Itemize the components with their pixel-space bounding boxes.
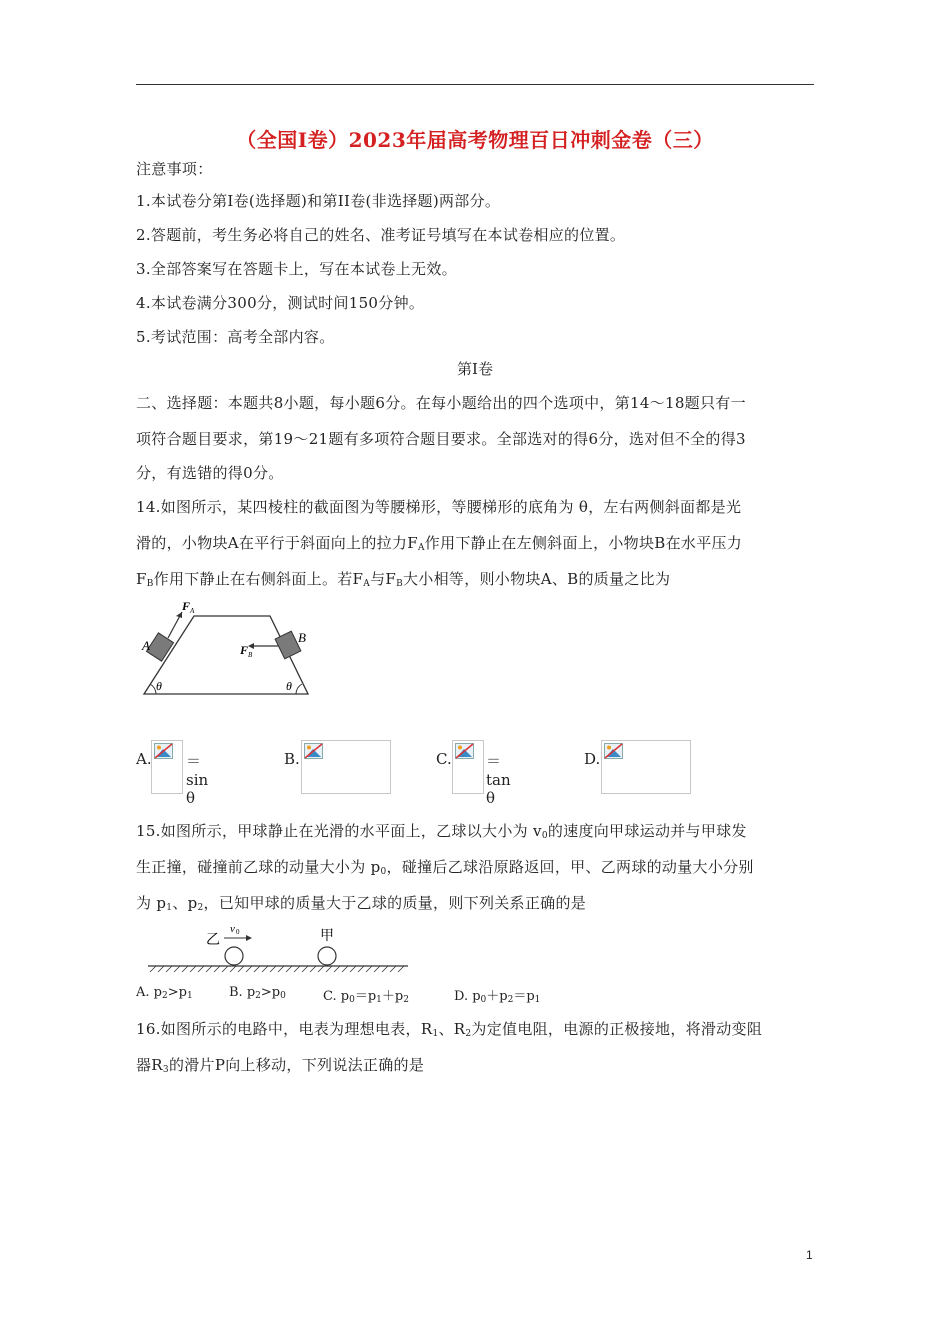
section-intro-3: 分，有选错的得0分。 [136, 464, 284, 482]
label-a: A [142, 638, 150, 653]
q14-line-2: 滑的，小物块A在平行于斜面向上的拉力$F_A$作用下静止在左侧斜面上，小物块B在水平压力 [136, 534, 743, 553]
formula-image-placeholder [601, 740, 691, 794]
formula-image-placeholder [301, 740, 391, 794]
ball-yi [225, 947, 243, 965]
q14-line-1: 14.如图所示，某四棱柱的截面图为等腰梯形，等腰梯形的底角为 θ，左右两侧斜面都是光 [136, 498, 742, 516]
label-fa-sub: A [190, 607, 195, 615]
ball-jia [318, 947, 336, 965]
option-label: C. [436, 750, 452, 768]
formula-image-placeholder [452, 740, 484, 794]
label-fa: F [182, 599, 191, 613]
q15-line-3: 为 $p_1$、$p_2$，已知甲球的质量大于乙球的质量，则下列关系正确的是 [136, 894, 587, 913]
label-b: B [298, 630, 306, 645]
notice-item-1: 1.本试卷分第Ⅰ卷(选择题)和第II卷(非选择题)两部分。 [136, 192, 501, 210]
label-v0: v [230, 923, 235, 935]
label-fb-sub: B [248, 651, 253, 659]
section-label: 第Ⅰ卷 [457, 360, 493, 378]
label-jia: 甲 [320, 928, 334, 944]
page-number: 1 [806, 1248, 813, 1262]
label-theta-left: θ [156, 679, 162, 693]
block-a [146, 633, 173, 661]
broken-image-icon [455, 743, 474, 759]
broken-image-icon [154, 743, 173, 759]
q15-option-b[interactable]: B. $p_2>p_0$ [229, 985, 286, 1001]
q15-option-c[interactable]: C. $p_0=p_1+p_2$ [323, 989, 409, 1005]
header-rule [136, 84, 814, 85]
notice-item-4: 4.本试卷满分300分，测试时间150分钟。 [136, 294, 425, 312]
velocity-arrowhead [246, 935, 252, 941]
q16-line-2: 器$R_3$的滑片P向上移动，下列说法正确的是 [136, 1056, 425, 1075]
force-b-arrowhead [248, 643, 254, 649]
broken-image-icon [304, 743, 323, 759]
label-theta-right: θ [286, 679, 292, 693]
notice-item-5: 5.考试范围：高考全部内容。 [136, 328, 335, 346]
option-label: B. [284, 750, 300, 768]
q15-line-2: 生正撞，碰撞前乙球的动量大小为 $p_0$，碰撞后乙球沿原路返回，甲、乙两球的动量大小分别 [136, 858, 754, 877]
q14-trapezoid-figure [136, 598, 316, 702]
section-intro-1: 二、选择题：本题共8小题，每小题6分。在每小题给出的四个选项中，第14～18题只有一 [136, 394, 746, 412]
q15-line-1: 15.如图所示，甲球静止在光滑的水平面上，乙球以大小为 $v_0$的速度向甲球运动并与甲球发 [136, 822, 747, 841]
q15-collision-figure [146, 920, 410, 978]
section-intro-2: 项符合题目要求，第19～21题有多项符合题目要求。全部选对的得6分，选对但不全的得3 [136, 430, 746, 448]
notice-item-2: 2.答题前，考生务必将自己的姓名、准考证号填写在本试卷相应的位置。 [136, 226, 626, 244]
option-label: D. [584, 750, 601, 768]
q15-option-a[interactable]: A. $p_2>p_1$ [136, 985, 193, 1001]
label-yi: 乙 [206, 932, 220, 948]
ground-hatching [150, 966, 404, 972]
q14-line-3: $F_B$作用下静止在右侧斜面上。若$F_A$与$F_B$大小相等，则小物块A、B的质量之比为 [136, 570, 671, 589]
angle-right-arc [296, 684, 302, 694]
label-fb: F [240, 643, 249, 657]
q16-line-1: 16.如图所示的电路中，电表为理想电表，$R_1$、$R_2$为定值电阻，电源的正极接地，将滑动变阻 [136, 1020, 763, 1039]
notice-item-3: 3.全部答案写在答题卡上，写在本试卷上无效。 [136, 260, 457, 278]
formula-image-placeholder [151, 740, 183, 794]
option-label: A. [136, 750, 152, 768]
notice-heading: 注意事项： [136, 160, 213, 178]
broken-image-icon [604, 743, 623, 759]
q15-option-d[interactable]: D. $p_0+p_2=p_1$ [454, 989, 541, 1005]
label-v0-sub: 0 [236, 928, 240, 936]
page-title: （全国Ⅰ卷）2023年届高考物理百日冲刺金卷（三） [236, 128, 714, 152]
